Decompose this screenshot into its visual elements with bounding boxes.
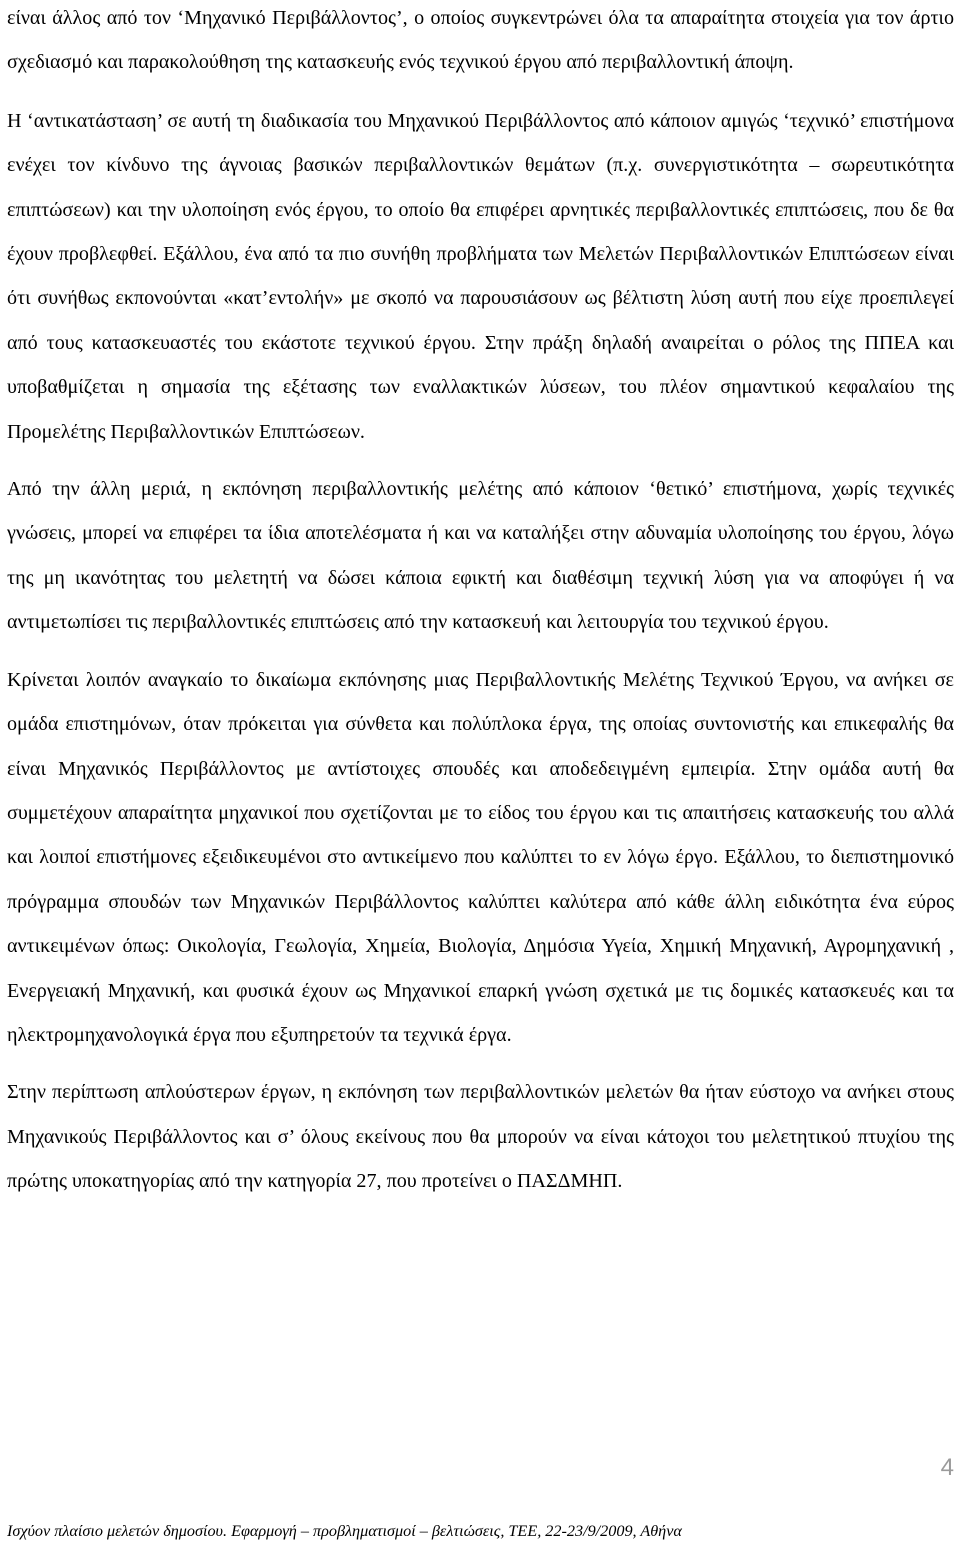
page-footer: Ισχύον πλαίσιο μελετών δημοσίου. Εφαρμογή – προβληματισμοί – βελτιώσεις, ΤΕΕ, 22-23/9/2009, Αθήνα	[7, 1522, 682, 1540]
paragraph-4: Κρίνεται λοιπόν αναγκαίο το δικαίωμα εκπόνησης μιας Περιβαλλοντικής Μελέτης Τεχνικού Έργου, να ανήκει σε ομάδα επιστημόνων, όταν πρόκειται για σύνθετα και πολύπλοκα έργα, της οποίας συντονιστής και επικεφαλής θα είναι Μηχανικός Περιβάλλοντος με αντίστοιχες σπουδές και αποδεδειγμένη εμπειρία. Στην ομάδα αυτή θα συμμετέχουν απαραίτητα μηχανικοί που σχετίζονται με το είδος του έργου και τις απαιτήσεις κατασκευής του αλλά και λοιποί επιστήμονες εξειδικευμένοι στο αντικείμενο που καλύπτει το εν λόγω έργο. Εξάλλου, το διεπιστημονικό πρόγραμμα σπουδών των Μηχανικών Περιβάλλοντος καλύπτει καλύτερα από κάθε άλλη ειδικότητα ένα εύρος αντικειμένων όπως: Οικολογία, Γεωλογία, Χημεία, Βιολογία, Δημόσια Υγεία, Χημική Μηχανική, Αγρομηχανική , Ενεργειακή Μηχανική, και φυσικά έχουν ως Μηχανικοί επαρκή γνώση σχετικά με τις δομικές κατασκευές και τα ηλεκτρομηχανολογικά έργα που εξυπηρετούν τα τεχνικά έργα.	[7, 668, 954, 1046]
paragraph-3: Από την άλλη μεριά, η εκπόνηση περιβαλλοντικής μελέτης από κάποιον ‘θετικό’ επιστήμονα, χωρίς τεχνικές γνώσεις, μπορεί να επιφέρει τα ίδια αποτελέσματα ή και να καταλήξει στην αδυναμία υλοποίησης του έργου, λόγω της μη ικανότητας του μελετητή να δώσει κάποια εφικτή και διαθέσιμη τεχνική λύση για να αποφύγει ή να αντιμετωπίσει τις περιβαλλοντικές επιπτώσεις από την κατασκευή και λειτουργία του τεχνικού έργου.	[7, 478, 954, 634]
document-page	[7, 0, 954, 1204]
page-number: 4	[940, 1454, 954, 1481]
paragraph-5: Στην περίπτωση απλούστερων έργων, η εκπόνηση των περιβαλλοντικών μελετών θα ήταν εύστοχο να ανήκει στους Μηχανικούς Περιβάλλοντος και σ’ όλους εκείνους που θα μπορούν να είναι κάτοχοι του μελετητικού πτυχίου της πρώτης υποκατηγορίας από την κατηγορία 27, που προτείνει ο ΠΑΣΔΜΗΠ.	[7, 1081, 954, 1193]
paragraph-1: είναι άλλος από τον ‘Μηχανικό Περιβάλλοντος’, ο οποίος συγκεντρώνει όλα τα απαραίτητα στοιχεία για τον άρτιο σχεδιασμό και παρακολούθηση της κατασκευής ενός τεχνικού έργου από περιβαλλοντική άποψη.	[7, 7, 954, 74]
paragraph-2: Η ‘αντικατάσταση’ σε αυτή τη διαδικασία του Μηχανικού Περιβάλλοντος από κάποιον αμιγώς ‘τεχνικό’ επιστήμονα ενέχει τον κίνδυνο της άγνοιας βασικών περιβαλλοντικών θεμάτων (π.χ. συνεργιστικότητα – σωρευτικότητα επιπτώσεων) και την υλοποίηση ενός έργου, το οποίο θα επιφέρει αρνητικές περιβαλλοντικές επιπτώσεις, που δε θα έχουν προβλεφθεί. Εξάλλου, ένα από τα πιο συνήθη προβλήματα των Μελετών Περιβαλλοντικών Επιπτώσεων είναι ότι συνήθως εκπονούνται «κατ’εντολήν» με σκοπό να παρουσιάσουν ως βέλτιστη λύση αυτή που είχε προεπιλεγεί από τους κατασκευαστές του εκάστοτε τεχνικού έργου. Στην πράξη δηλαδή αναιρείται ο ρόλος της ΠΠΕΑ και υποβαθμίζεται η σημασία της εξέτασης των εναλλακτικών λύσεων, του πλέον σημαντικού κεφαλαίου της Προμελέτης Περιβαλλοντικών Επιπτώσεων.	[7, 109, 954, 443]
